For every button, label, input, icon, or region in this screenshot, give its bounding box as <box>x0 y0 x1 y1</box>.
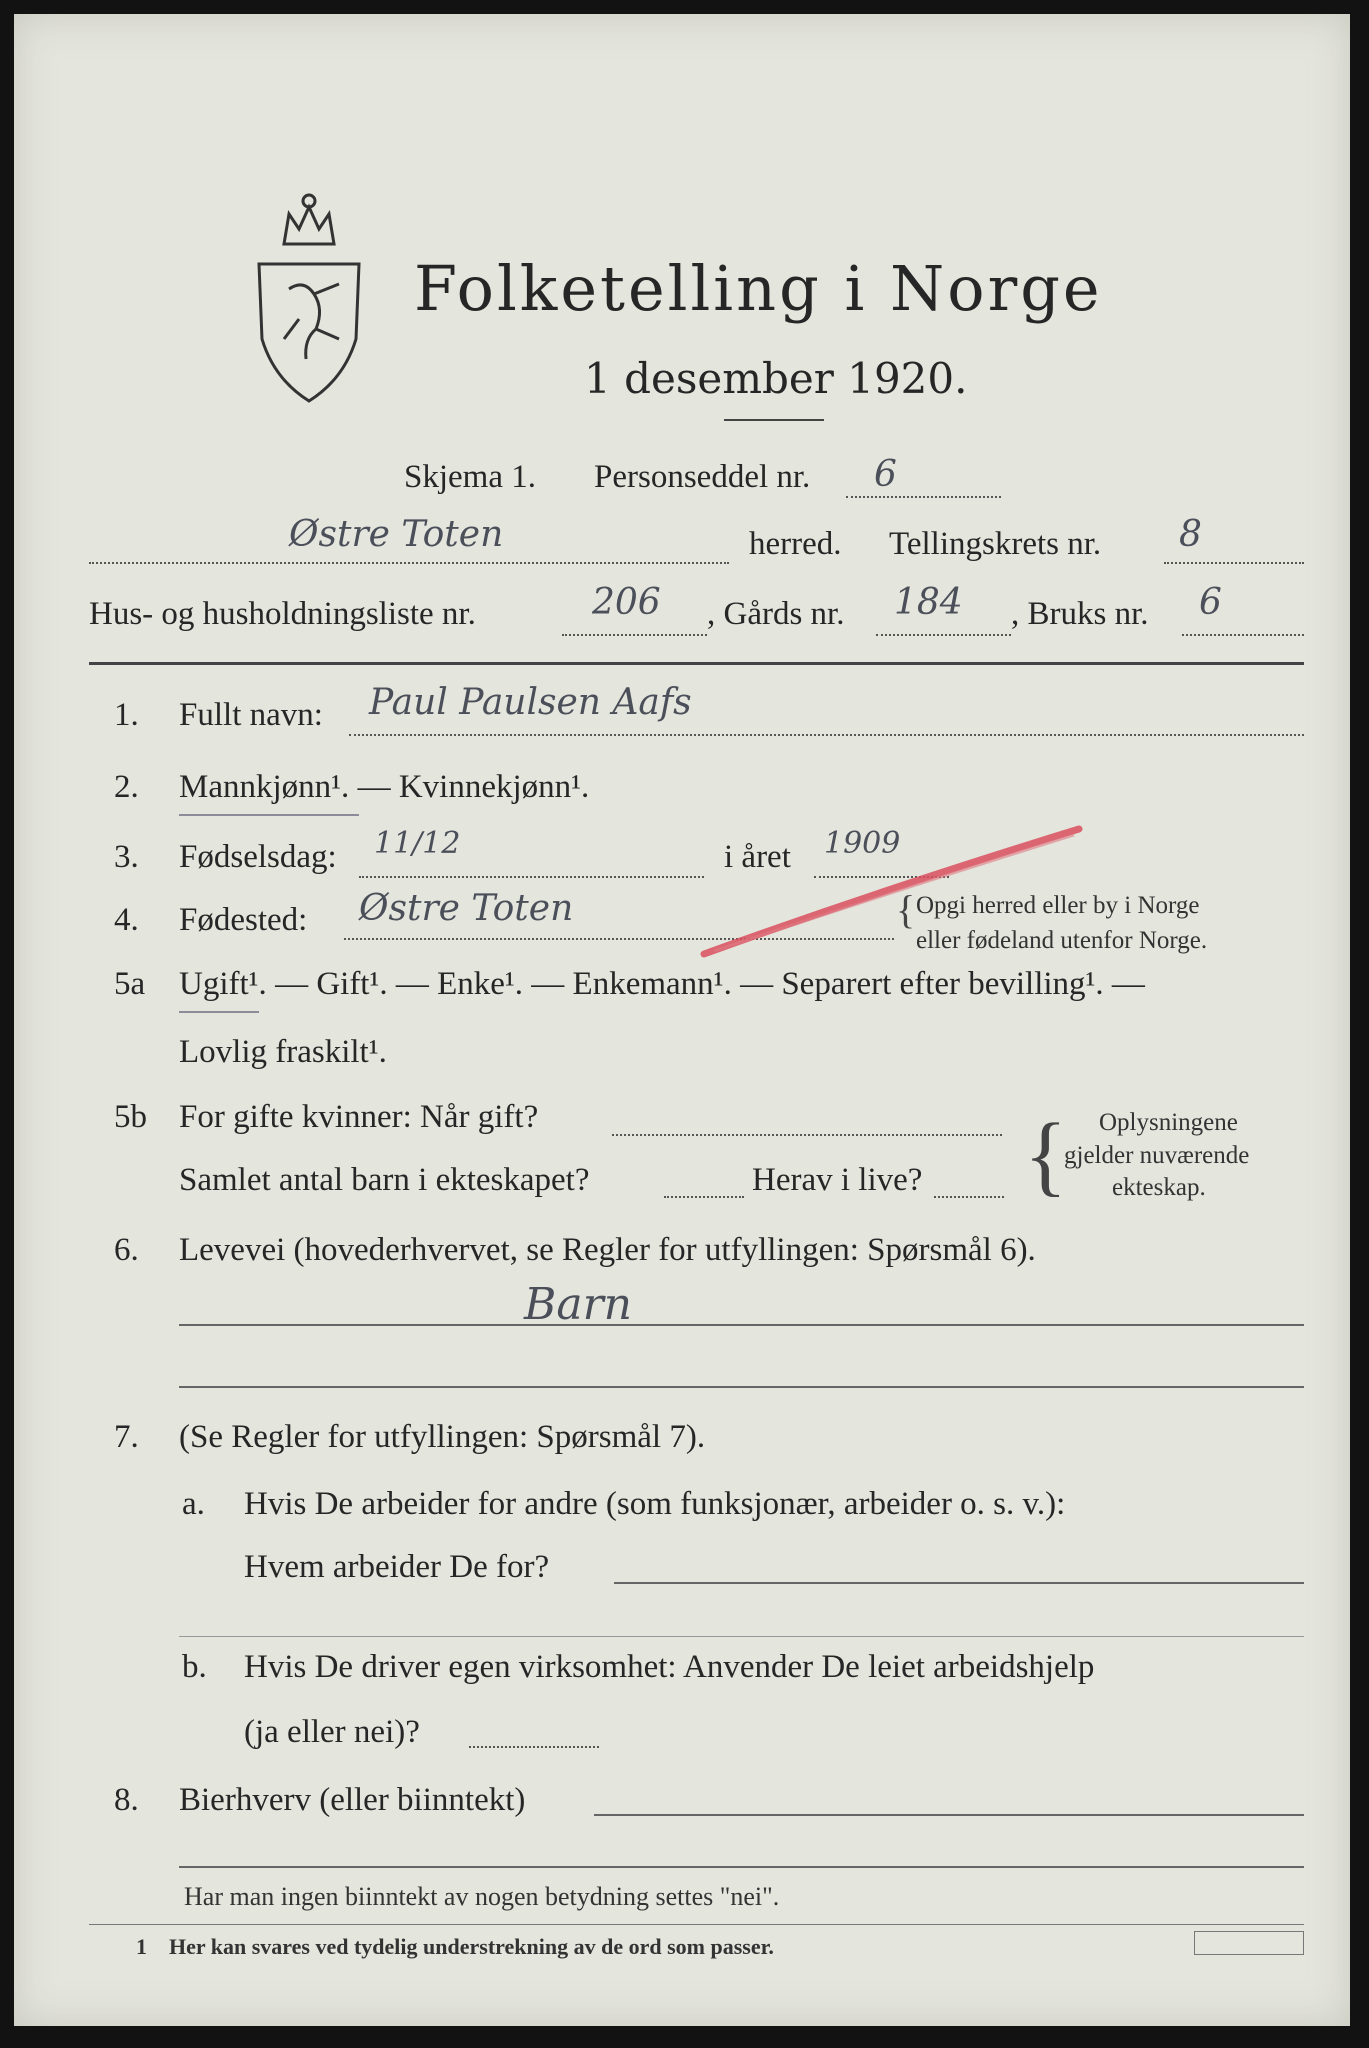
footnote-text: Her kan svares ved tydelig understrekning av de ord som passer. <box>169 1934 774 1959</box>
q4-number: 4. <box>114 902 139 938</box>
q5a-ugift: Ugift¹. <box>179 966 267 1002</box>
q3-label: Fødselsdag: <box>179 839 337 875</box>
gards-label: , Gårds nr. <box>707 596 845 632</box>
q5a-rest: — Gift¹. — Enke¹. — Enkemann¹. — Separert efter bevilling¹. — <box>266 966 1145 1002</box>
herred-value: Østre Toten <box>289 514 504 555</box>
gards-value: 184 <box>894 582 963 623</box>
q4-label: Fødested: <box>179 902 308 938</box>
q6-line-1 <box>179 1324 1304 1326</box>
personseddel-dots <box>846 496 1001 498</box>
q2-mann: Mannkjønn¹. <box>179 769 350 805</box>
q3-value: 11/12 <box>374 826 461 861</box>
q5b-note-2: gjelder nuværende <box>1064 1142 1250 1169</box>
q5b-number: 5b <box>114 1099 147 1135</box>
q8-answer-line <box>594 1814 1304 1816</box>
q3-year-label: i året <box>724 839 791 875</box>
q5a-number: 5a <box>114 966 146 1002</box>
q2-underline <box>179 814 359 816</box>
q7b-text: Hvis De driver egen virksomhet: Anvender De leiet arbeidshjelp <box>244 1649 1095 1685</box>
hus-value: 206 <box>592 582 661 623</box>
q7b-line2: (ja eller nei)? <box>244 1714 420 1750</box>
q5b-dots <box>612 1134 1002 1136</box>
hus-label: Hus- og husholdningsliste nr. <box>89 596 476 632</box>
red-pencil-mark <box>684 819 1094 969</box>
q7b-letter: b. <box>182 1649 207 1685</box>
bruks-value: 6 <box>1199 582 1222 623</box>
q5a-options <box>179 966 1145 1003</box>
q6-value: Barn <box>524 1279 632 1330</box>
tellingskrets-label: Tellingskrets nr. <box>889 526 1102 562</box>
bruks-dots <box>1182 634 1304 636</box>
herred-dots <box>89 562 729 564</box>
tellingskrets-dots <box>1164 562 1304 564</box>
q8-extra-line <box>179 1866 1304 1868</box>
q5b-line2-b: Herav i live? <box>752 1162 923 1198</box>
q4-note-1: Opgi herred eller by i Norge <box>916 892 1200 919</box>
skjema-label: Skjema 1. <box>404 459 536 495</box>
footer-rule <box>89 1924 1304 1925</box>
q6-number: 6. <box>114 1232 139 1268</box>
q7b-dots <box>469 1746 599 1748</box>
q6-line-2 <box>179 1386 1304 1388</box>
hus-dots <box>562 634 707 636</box>
printer-stamp <box>1194 1931 1304 1955</box>
q5b-line2-a: Samlet antal barn i ekteskapet? <box>179 1162 590 1198</box>
bruks-label: , Bruks nr. <box>1011 596 1149 632</box>
header-rule <box>89 662 1304 665</box>
q5b-note-3: ekteskap. <box>1112 1174 1206 1201</box>
q5a-underline <box>179 1011 259 1013</box>
title-divider <box>724 419 824 421</box>
q6-label: Levevei (hovederhvervet, se Regler for utfyllingen: Spørsmål 6). <box>179 1232 1036 1268</box>
q2-sep: — <box>349 769 399 805</box>
q7a-line2: Hvem arbeider De for? <box>244 1549 550 1585</box>
q3-number: 3. <box>114 839 139 875</box>
herred-label: herred. <box>749 526 842 562</box>
q4-brace: { <box>896 887 916 932</box>
q7a-extra-line <box>179 1636 1304 1637</box>
q7-number: 7. <box>114 1419 139 1455</box>
q5b-label: For gifte kvinner: Når gift? <box>179 1099 539 1135</box>
q1-value: Paul Paulsen Aafs <box>369 682 692 723</box>
census-date: 1 desember 1920. <box>584 354 968 403</box>
q2-number: 2. <box>114 769 139 805</box>
q7a-answer-line <box>614 1582 1304 1584</box>
q7-label: (Se Regler for utfyllingen: Spørsmål 7). <box>179 1419 706 1455</box>
q3-dots <box>359 876 704 878</box>
q5a-line2: Lovlig fraskilt¹. <box>179 1034 387 1070</box>
form-title: Folketelling i Norge <box>414 252 1103 325</box>
footer-note: Har man ingen biinntekt av nogen betydning settes "nei". <box>184 1882 780 1911</box>
q2-options <box>179 769 589 806</box>
q4-value: Østre Toten <box>359 888 574 929</box>
q5b-note-1: Oplysningene <box>1099 1109 1238 1136</box>
q7a-text: Hvis De arbeider for andre (som funksjonær, arbeider o. s. v.): <box>244 1486 1066 1522</box>
q1-number: 1. <box>114 697 139 733</box>
census-form <box>14 14 1350 2026</box>
personseddel-value: 6 <box>874 454 897 495</box>
q7a-letter: a. <box>182 1486 205 1522</box>
q3-year-value: 1909 <box>824 826 901 861</box>
q1-dots <box>349 734 1304 736</box>
tellingskrets-value: 8 <box>1179 514 1202 555</box>
q2-kvinne: Kvinnekjønn¹. <box>398 769 590 805</box>
q8-label: Bierhverv (eller biinntekt) <box>179 1782 526 1818</box>
q5b-dots-b <box>934 1196 1004 1198</box>
gards-dots <box>876 634 1011 636</box>
footnote-number: 1 <box>136 1934 147 1959</box>
q8-number: 8. <box>114 1782 139 1818</box>
q1-label: Fullt navn: <box>179 697 323 733</box>
personseddel-label: Personseddel nr. <box>594 459 811 495</box>
q4-note-2: eller fødeland utenfor Norge. <box>916 927 1208 954</box>
coat-of-arms-icon <box>244 189 374 404</box>
q5b-dots-a <box>664 1196 744 1198</box>
q5b-brace: { <box>1024 1106 1068 1205</box>
